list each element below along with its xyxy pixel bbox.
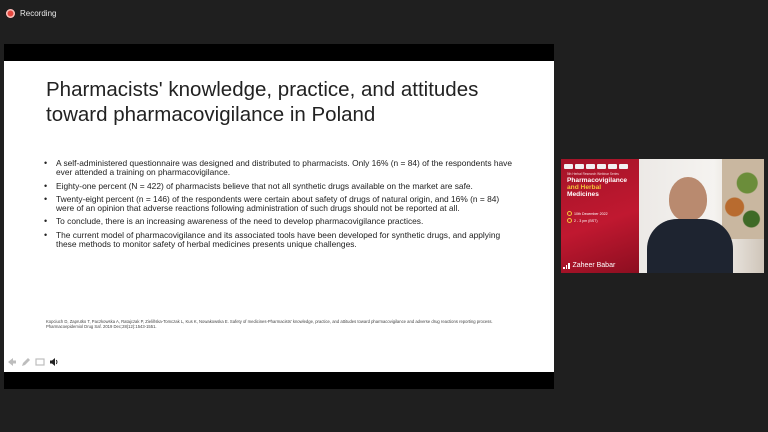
bullet-item: • To conclude, there is an increasing awareness of the need to develop pharmacovigilance practices. — [44, 217, 514, 226]
bullet-item: • Twenty-eight percent (n = 146) of the respondents were certain about safety of drugs of natural origin, and 16% (n = 84) were of an opinion that adverse reactions following administration of such drugs should not be reported at all. — [44, 195, 514, 214]
back-arrow-icon[interactable] — [6, 356, 17, 367]
recording-indicator — [6, 5, 56, 21]
poster-title: Pharmacovigilance and Herbal Medicines — [567, 177, 628, 199]
poster-date: 10th December 2022 — [567, 211, 608, 216]
participant-body — [647, 219, 733, 273]
screen-share-frame — [4, 44, 554, 389]
bullet-item: • A self-administered questionnaire was designed and distributed to pharmacists. Only 16% (n = 84) of the respondents have ever attended a training on pharmacovigilance. — [44, 159, 514, 178]
speaker-icon[interactable] — [48, 356, 59, 367]
poster-series: 5th Herbal Research Webinar Series — [567, 172, 619, 176]
participant-head — [669, 177, 707, 221]
slide-bullet-list — [44, 159, 514, 253]
participant-name-tag — [563, 262, 615, 269]
bullet-item: • Eighty-one percent (N = 422) of pharmacists believe that not all synthetic drugs available on the market are safe. — [44, 182, 514, 191]
slides-icon[interactable] — [34, 356, 45, 367]
clock-icon — [567, 218, 572, 223]
recording-dot-icon — [6, 9, 15, 18]
pen-icon[interactable] — [20, 356, 31, 367]
slide-reference: Kopciuch D, Zaprutko T, Paczkowska A, Ratajczak P, Zieliñska-Tomczak L, Kus K, Nowakowska E. Safety of medicines-Pharmacists' knowledge, practice, and attitudes toward pharmacovigilance and adverse drug reactions reporting process. Pharmacoepidemiol Drug Saf. 2019 Dec;28(12):1543-1551. — [46, 319, 493, 329]
participant-name: Zaheer Babar — [572, 262, 616, 269]
participant-video-tile[interactable] — [561, 159, 764, 273]
slide-controls — [6, 356, 59, 367]
calendar-icon — [567, 211, 572, 216]
poster-time: 2 - 3 pm (BST) — [567, 218, 598, 223]
bullet-item: • The current model of pharmacovigilance and its associated tools have been developed for synthetic drugs, and applying these methods to monitor safety of herbal medicines presents unique challenges. — [44, 231, 514, 250]
recording-label: Recording — [20, 8, 57, 18]
presentation-slide — [4, 61, 554, 372]
herbs-image — [722, 159, 764, 239]
sponsor-logos — [564, 164, 628, 169]
audio-level-icon — [563, 263, 570, 269]
slide-title: Pharmacists' knowledge, practice, and attitudes toward pharmacovigilance in Poland — [46, 78, 479, 126]
webinar-poster — [561, 159, 639, 273]
